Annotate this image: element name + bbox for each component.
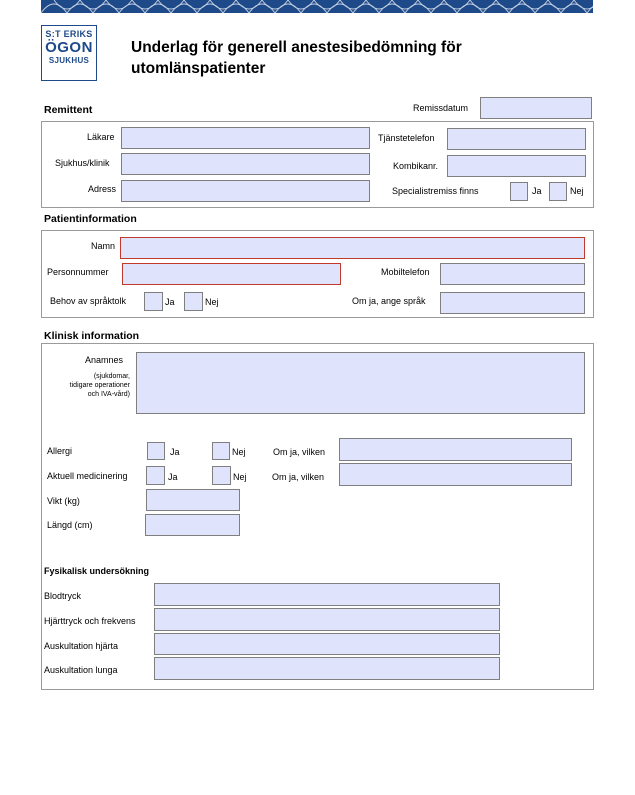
specialistremiss-ja-label: Ja	[532, 186, 542, 196]
kombikanr-label: Kombikanr.	[393, 161, 439, 171]
mobiltelefon-label: Mobiltelefon	[381, 267, 430, 277]
langd-label: Längd (cm)	[47, 520, 93, 530]
spraktolk-nej-label: Nej	[205, 297, 219, 307]
allergi-ja-label: Ja	[170, 447, 180, 457]
auskultation-lunga-field[interactable]	[154, 657, 500, 680]
allergi-label: Allergi	[47, 446, 73, 456]
auskultation-hjarta-label: Auskultation hjärta	[44, 641, 119, 651]
allergi-vilken-field[interactable]	[339, 438, 572, 461]
section-heading-remittent: Remittent	[44, 104, 93, 116]
allergi-nej-label: Nej	[232, 447, 246, 457]
anamnes-field[interactable]	[136, 352, 585, 414]
section-heading-patientinformation: Patientinformation	[44, 213, 137, 225]
langd-field[interactable]	[145, 514, 240, 536]
header-pattern-band	[41, 0, 593, 13]
hjarttryck-label: Hjärttryck och frekvens	[44, 616, 136, 626]
vikt-field[interactable]	[146, 489, 240, 511]
allergi-nej-checkbox[interactable]	[212, 442, 230, 460]
allergi-ja-checkbox[interactable]	[147, 442, 165, 460]
medicinering-nej-label: Nej	[233, 472, 247, 482]
personnummer-field[interactable]	[122, 263, 341, 285]
lakare-field[interactable]	[121, 127, 370, 149]
medicinering-ja-checkbox[interactable]	[146, 466, 165, 485]
namn-field[interactable]	[120, 237, 585, 259]
medicinering-vilken-label: Om ja, vilken	[272, 472, 325, 482]
vikt-label: Vikt (kg)	[47, 496, 80, 506]
spraktolk-nej-checkbox[interactable]	[184, 292, 203, 311]
mobiltelefon-field[interactable]	[440, 263, 585, 285]
hospital-logo	[41, 25, 97, 81]
logo-line-3: SJUKHUS	[48, 56, 90, 65]
anamnes-hint	[40, 372, 130, 399]
hjarttryck-field[interactable]	[154, 608, 500, 631]
anamnes-hint-line-2: tidigare operationer	[69, 382, 130, 389]
logo-line-2: ÖGON	[45, 39, 93, 56]
fysikalisk-heading: Fysikalisk undersökning	[44, 566, 150, 576]
specialistremiss-label: Specialistremiss finns	[392, 186, 479, 196]
remissdatum-label: Remissdatum	[413, 103, 469, 113]
kombikanr-field[interactable]	[447, 155, 586, 177]
specialistremiss-nej-label: Nej	[570, 186, 584, 196]
anamnes-hint-line-3: och IVA-vård)	[87, 391, 130, 398]
namn-label: Namn	[91, 241, 116, 251]
adress-label: Adress	[88, 184, 117, 194]
allergi-vilken-label: Om ja, vilken	[273, 447, 326, 457]
medicinering-nej-checkbox[interactable]	[212, 466, 231, 485]
auskultation-lunga-label: Auskultation lunga	[44, 665, 118, 675]
lakare-label: Läkare	[87, 132, 115, 142]
medicinering-label: Aktuell medicinering	[47, 471, 128, 481]
sprak-field[interactable]	[440, 292, 585, 314]
section-heading-klinisk: Klinisk information	[44, 330, 140, 342]
arc-pattern	[41, 0, 593, 13]
medicinering-vilken-field[interactable]	[339, 463, 572, 486]
tjanstetelefon-field[interactable]	[447, 128, 586, 150]
page-title: Underlag för generell anestesibedömning för utomlänspatienter	[131, 39, 462, 77]
specialistremiss-ja-checkbox[interactable]	[510, 182, 528, 201]
blodtryck-label: Blodtryck	[44, 591, 82, 601]
specialistremiss-nej-checkbox[interactable]	[549, 182, 567, 201]
anamnes-hint-line-1: (sjukdomar,	[93, 373, 130, 380]
spraktolk-ja-label: Ja	[165, 297, 175, 307]
spraktolk-ja-checkbox[interactable]	[144, 292, 163, 311]
auskultation-hjarta-field[interactable]	[154, 633, 500, 655]
remissdatum-field[interactable]	[480, 97, 592, 119]
tjanstetelefon-label: Tjänstetelefon	[378, 133, 435, 143]
personnummer-label: Personnummer	[47, 267, 109, 277]
ange-sprak-label: Om ja, ange språk	[352, 296, 426, 306]
logo-line-1: S:T ERIKS	[45, 29, 93, 39]
medicinering-ja-label: Ja	[168, 472, 178, 482]
blodtryck-field[interactable]	[154, 583, 500, 606]
anamnes-label: Anamnes	[85, 355, 124, 365]
sjukhus-klinik-field[interactable]	[121, 153, 370, 175]
adress-field[interactable]	[121, 180, 370, 202]
sjukhus-label: Sjukhus/klinik	[55, 158, 110, 168]
sprak-label: Behov av språktolk	[50, 296, 127, 306]
